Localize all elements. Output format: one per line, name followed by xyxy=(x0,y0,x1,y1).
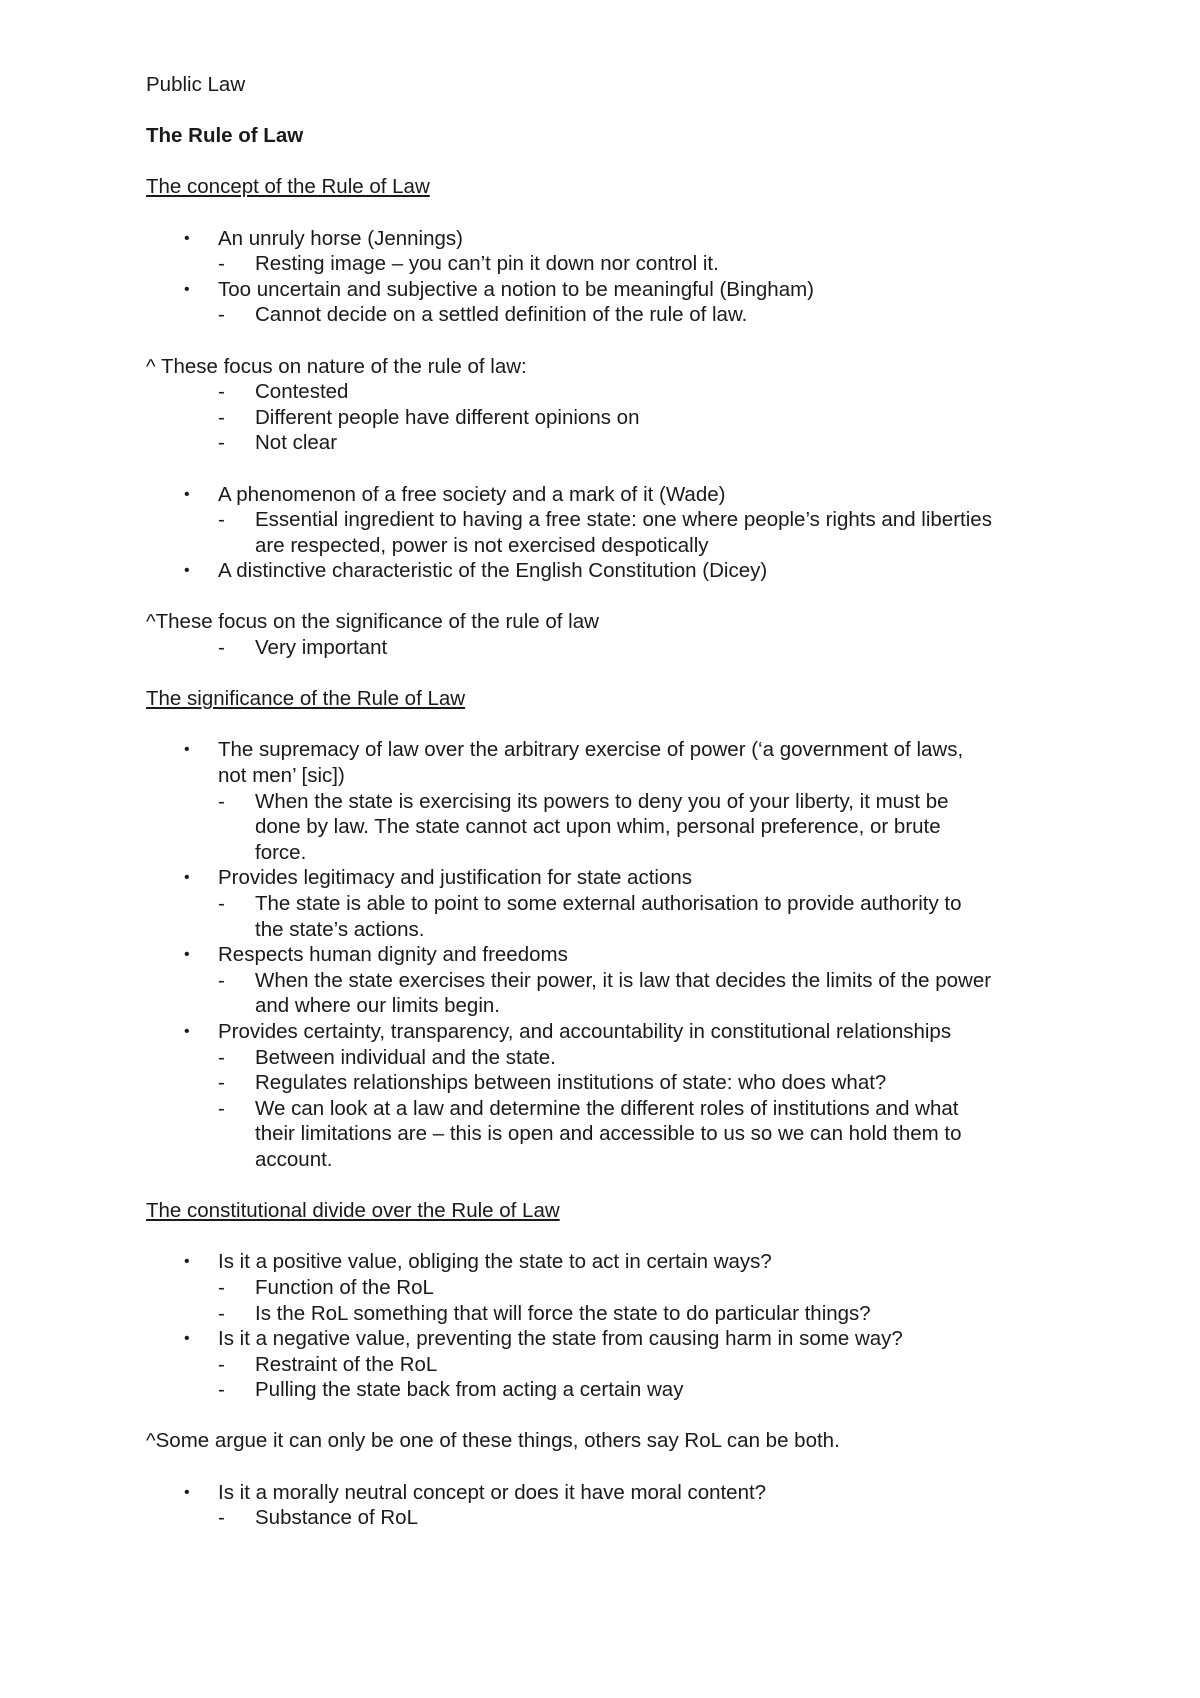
sub-list-item: - Different people have different opinions on xyxy=(218,405,640,429)
sub-list-item: - When the state exercises their power, it is law that decides the limits of the power xyxy=(218,968,992,992)
section-heading-divide: The constitutional divide over the Rule of Law xyxy=(146,1199,560,1223)
sub-list-item: - Essential ingredient to having a free state: one where people’s rights and liberties xyxy=(218,508,992,532)
sub-list-item: - Resting image – you can’t pin it down nor control it. xyxy=(218,252,719,276)
dash-icon: - xyxy=(218,405,225,429)
dash-icon: - xyxy=(218,636,225,660)
bullet-icon: • xyxy=(184,1022,190,1040)
note-text: ^These focus on the significance of the rule of law xyxy=(146,610,599,634)
bullet-icon: • xyxy=(184,229,190,247)
sub-list-item: - When the state is exercising its powers to deny you of your liberty, it must be xyxy=(218,789,949,813)
sub-list-item: - Very important xyxy=(218,636,388,660)
bullet-icon: • xyxy=(184,485,190,503)
dash-icon: - xyxy=(218,1378,225,1402)
sub-list-item: - Substance of RoL xyxy=(218,1506,418,1530)
bullet-icon: • xyxy=(184,869,190,887)
sub-list-item-continuation: the state’s actions. xyxy=(255,917,425,941)
list-item: • The supremacy of law over the arbitrary exercise of power (‘a government of laws, xyxy=(184,738,964,762)
sub-list-item: - The state is able to point to some external authorisation to provide authority to xyxy=(218,892,962,915)
list-item: • Provides certainty, transparency, and accountability in constitutional relationships xyxy=(184,1019,952,1043)
dash-icon: - xyxy=(218,1045,225,1069)
sub-list-item-continuation: their limitations are – this is open and accessible to us so we can hold them to xyxy=(255,1122,962,1146)
sub-list-item: - We can look at a law and determine the different roles of institutions and what xyxy=(218,1096,959,1120)
sub-list-item: - Is the RoL something that will force the state to do particular things? xyxy=(218,1301,871,1325)
dash-icon: - xyxy=(218,892,225,915)
bullet-icon: • xyxy=(184,562,190,580)
bullet-icon: • xyxy=(184,946,190,964)
sub-list-item: - Regulates relationships between institutions of state: who does what? xyxy=(218,1071,887,1095)
sub-list-item-continuation: and where our limits begin. xyxy=(255,994,500,1018)
sub-list-item: - Pulling the state back from acting a certain way xyxy=(218,1378,684,1402)
sub-list-item: - Restraint of the RoL xyxy=(218,1352,438,1376)
bullet-icon: • xyxy=(184,1253,190,1271)
bullet-icon: • xyxy=(184,1330,190,1348)
sub-list-item-continuation: force. xyxy=(255,840,307,864)
dash-icon: - xyxy=(218,252,225,276)
sub-list-item: - Function of the RoL xyxy=(218,1275,434,1299)
dash-icon: - xyxy=(218,1275,225,1299)
note-text: ^ These focus on nature of the rule of law: xyxy=(146,354,527,378)
list-item: • Too uncertain and subjective a notion to be meaningful (Bingham) xyxy=(184,277,815,301)
sub-list-item-continuation: account. xyxy=(255,1147,333,1171)
bullet-icon: • xyxy=(184,280,190,298)
list-item: • A phenomenon of a free society and a mark of it (Wade) xyxy=(184,482,726,506)
document-page xyxy=(146,72,1086,1531)
list-item: • A distinctive characteristic of the English Constitution (Dicey) xyxy=(184,559,768,583)
list-item-continuation: not men’ [sic]) xyxy=(218,764,345,788)
sub-list-item-continuation: are respected, power is not exercised despotically xyxy=(255,533,709,557)
sub-list-item: - Between individual and the state. xyxy=(218,1045,556,1069)
dash-icon: - xyxy=(218,303,225,327)
bullet-icon: • xyxy=(184,1483,190,1501)
dash-icon: - xyxy=(218,1096,225,1120)
dash-icon: - xyxy=(218,380,225,404)
dash-icon: - xyxy=(218,431,225,455)
section-heading-concept: The concept of the Rule of Law xyxy=(146,175,430,199)
sub-list-item: - Contested xyxy=(218,380,349,404)
dash-icon: - xyxy=(218,789,225,813)
sub-list-item: - Not clear xyxy=(218,431,338,455)
sub-list-item-continuation: done by law. The state cannot act upon whim, personal preference, or brute xyxy=(255,815,941,839)
dash-icon: - xyxy=(218,508,225,532)
page-title: The Rule of Law xyxy=(146,124,304,148)
bullet-icon: • xyxy=(184,741,190,759)
list-item: • Provides legitimacy and justification for state actions xyxy=(184,866,693,890)
list-item: • Is it a positive value, obliging the state to act in certain ways? xyxy=(184,1250,772,1274)
list-item: • Is it a negative value, preventing the state from causing harm in some way? xyxy=(184,1327,903,1351)
list-item: • Respects human dignity and freedoms xyxy=(184,943,568,967)
list-item: • Is it a morally neutral concept or does it have moral content? xyxy=(184,1480,767,1504)
section-heading-significance: The significance of the Rule of Law xyxy=(146,687,466,711)
dash-icon: - xyxy=(218,1506,225,1530)
dash-icon: - xyxy=(218,1301,225,1325)
dash-icon: - xyxy=(218,1352,225,1376)
note-text: ^Some argue it can only be one of these things, others say RoL can be both. xyxy=(146,1429,840,1453)
sub-list-item: - Cannot decide on a settled definition of the rule of law. xyxy=(218,303,748,327)
document-header: Public Law xyxy=(146,73,246,96)
dash-icon: - xyxy=(218,1071,225,1095)
dash-icon: - xyxy=(218,968,225,992)
list-item: • An unruly horse (Jennings) xyxy=(184,226,463,250)
